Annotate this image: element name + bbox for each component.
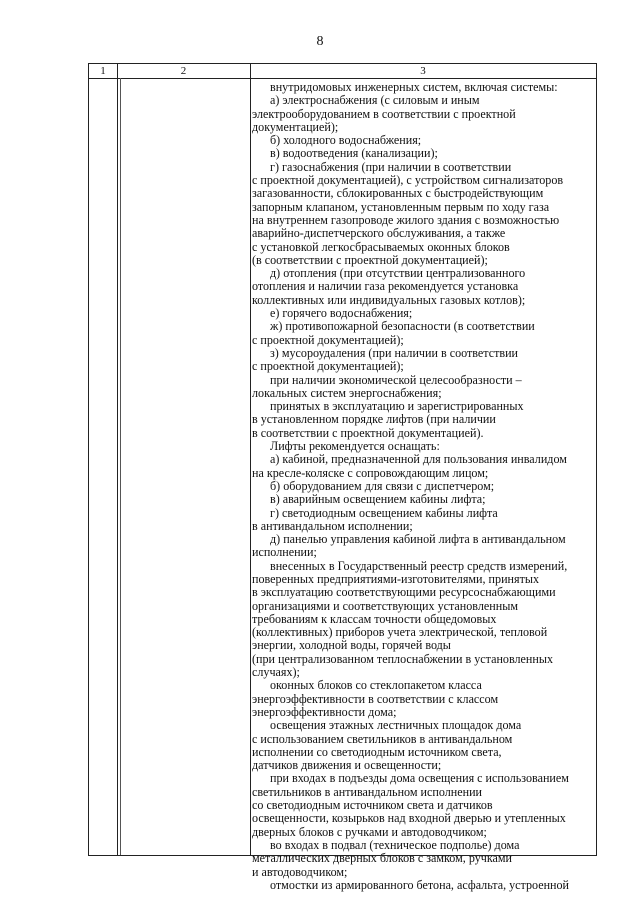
text-line: загазованности, сблокированных с быстродействующим: [252, 186, 544, 201]
text-line: при наличии экономической целесообразности –: [270, 372, 522, 387]
text-line: светильников в антивандальном исполнении: [252, 784, 483, 799]
text-line: поверенных предприятиями-изготовителями, принятых: [252, 571, 540, 586]
text-line: (коллективных) приборов учета электрической, тепловой: [252, 625, 548, 640]
text-line: освещения этажных лестничных площадок дома: [270, 718, 522, 733]
document-table: [88, 63, 597, 892]
text-line: на кресле-коляске с сопровождающим лицом;: [252, 465, 489, 480]
text-line: Лифты рекомендуется оснащать:: [270, 439, 440, 454]
text-line: электрооборудованием в соответствии с проектной: [252, 106, 516, 121]
column-header-2: 2: [180, 65, 187, 77]
text-line: с использованием светильников в антивандальном: [252, 731, 513, 746]
text-line: (при централизованном теплоснабжении в установленных: [252, 651, 554, 666]
text-line: с установкой легкосбрасываемых оконных блоков: [252, 239, 510, 254]
text-line: энергоэффективности дома;: [252, 704, 397, 719]
text-line: исполнении;: [252, 545, 317, 560]
text-line: принятых в эксплуатацию и зарегистрированных: [270, 399, 524, 414]
text-line: б) холодного водоснабжения;: [270, 133, 422, 148]
text-line: з) мусороудаления (при наличии в соответствии: [270, 345, 519, 360]
text-line: внутридомовых инженерных систем, включая системы:: [270, 80, 558, 94]
text-line: энергии, холодной воды, горячей воды: [252, 638, 451, 653]
text-line: в) аварийным освещением кабины лифта;: [270, 492, 486, 507]
text-line: коллективных или индивидуальных газовых котлов);: [252, 292, 526, 307]
text-line: с проектной документацией);: [252, 332, 404, 347]
text-line: при входах в подъезды дома освещения с использованием: [270, 771, 569, 786]
text-line: запорным клапаном, установленным первым по ходу газа: [252, 199, 550, 214]
table-header-row: [89, 64, 596, 79]
text-line: исполнении со светодиодным источником света,: [252, 744, 502, 759]
text-line: со светодиодным источником света и датчиков: [252, 798, 493, 813]
text-line: в соответствии с проектной документацией).: [252, 425, 484, 440]
column-3-content: [252, 81, 596, 892]
text-line: и автодоводчиком;: [252, 864, 348, 879]
column-header-1: 1: [100, 65, 106, 77]
text-line: металлических дверных блоков с замком, ручками: [252, 851, 513, 866]
text-line: организациями и соответствующих установленным: [252, 598, 518, 613]
text-line: в эксплуатацию соответствующими ресурсоснабжающими: [252, 585, 556, 600]
text-line: д) панелью управления кабиной лифта в антивандальном: [270, 532, 566, 547]
text-line: требованиям к классам точности общедомовых: [252, 611, 497, 626]
text-line: ж) противопожарной безопасности (в соответствии: [270, 319, 535, 334]
text-line: на внутреннем газопроводе жилого здания с возможностью: [252, 212, 560, 227]
text-line: г) светодиодным освещением кабины лифта: [270, 505, 498, 520]
text-line: локальных систем энергоснабжения;: [252, 385, 442, 400]
text-line: (в соответствии с проектной документацией);: [252, 252, 488, 267]
text-line: в антивандальном исполнении;: [252, 518, 413, 533]
text-line: оконных блоков со стеклопакетом класса: [270, 678, 482, 693]
text-line: д) отопления (при отсутствии централизованного: [270, 266, 526, 281]
text-line: освещенности, козырьков над входной дверью и утепленных: [252, 811, 566, 826]
text-line: в) водоотведения (канализации);: [270, 146, 438, 161]
text-line: отопления и наличии газа рекомендуется установка: [252, 279, 519, 294]
text-line: а) кабиной, предназначенной для пользования инвалидом: [270, 452, 567, 467]
column-divider-1b: [120, 78, 121, 855]
column-divider-1: [117, 64, 118, 855]
text-line: отмостки из армированного бетона, асфальта, устроенной: [270, 877, 570, 892]
column-header-3: 3: [420, 65, 426, 77]
text-line: внесенных в Государственный реестр средств измерений,: [270, 558, 568, 573]
text-line: дверных блоков с ручками и автодоводчиком;: [252, 824, 487, 839]
page-number: 8: [316, 34, 324, 49]
text-line: с проектной документацией), с устройством сигнализаторов: [252, 173, 564, 188]
text-line: б) оборудованием для связи с диспетчером;: [270, 478, 495, 493]
column-divider-2: [250, 64, 251, 855]
text-line: во входах в подвал (техническое подполье) дома: [270, 837, 520, 852]
text-line: датчиков движения и освещенности;: [252, 758, 442, 773]
text-line: случаях);: [252, 665, 300, 680]
text-line: а) электроснабжения (с силовым и иным: [270, 93, 480, 108]
text-line: г) газоснабжения (при наличии в соответствии: [270, 159, 512, 174]
text-line: документацией);: [252, 119, 339, 134]
text-line: энергоэффективности в соответствии с классом: [252, 691, 499, 706]
text-line: в установленном порядке лифтов (при наличии: [252, 412, 496, 427]
text-line: е) горячего водоснабжения;: [270, 306, 413, 321]
text-line: с проектной документацией);: [252, 359, 404, 374]
text-line: аварийно-диспетчерского обслуживания, а также: [252, 226, 506, 241]
